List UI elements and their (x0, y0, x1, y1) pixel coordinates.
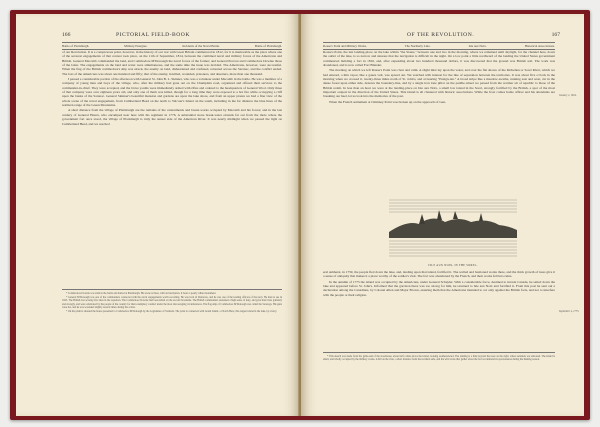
footnotes (323, 352, 555, 362)
left-page (16, 14, 299, 416)
subhead: Rouse's Point and Military Works. (323, 44, 367, 48)
subhead-row (62, 42, 282, 50)
right-page (301, 14, 584, 416)
footnotes (62, 289, 282, 314)
paragraph: eral Amherst, in 1759, the people fled down the lake, and, landing upon that island, fortified it. The walled and bastioned works there, and the thick growth of trees give it a sense of antiquity that makes it a place worthy of the soldier's visit. The fort was abandoned by the French, and their works fell into ruins. (323, 270, 555, 279)
footnote: * Commodore Downie was slain in the battle and buried at Plattsburgh. His stone is there, with an inscription. It bears a pearly white monument. (66, 292, 217, 295)
subhead: Historical Associations. (524, 44, 555, 48)
page-number: 167 (551, 32, 560, 38)
footnote: * On the plain is situated the house presented to Commodore M'Donough by the Legislature of Vermont. The point is connected with Grand Island, or North Hero; this largest island in the lake, by a ferry. (66, 309, 277, 313)
open-book (10, 10, 590, 420)
body-text (323, 50, 555, 105)
figure-caption: ISLE AUX NOIX, IN THE SOREL. (428, 264, 478, 267)
body-text (62, 50, 282, 127)
margin-note: January 2, 1824. (559, 94, 577, 97)
footnote: * This sketch was made from the gable-end of the storehouse, about half a mile above the island, looking southeastward. The landing is a little beyond the trees on the right, where sentinels are stationed. The island is small, and wholly occupied by the military works. A hill on the river, a short distance from the northern side, and the wild rocks that gather about the fort recommend its spaciousness during the hunting season. (323, 355, 555, 362)
island-engraving (389, 192, 517, 262)
paragraph: A short distance from the village of Plattsburgh are the remains of the cantonments and breast-works occupied by Macomb and his forces; and in the last century of General Hazen, who encamped near here with his regiment in 1776. A substantial stone break-water extends far out from the mole where the government fort once stood, the village of Plattsburgh is truly the sunset side of the American River. It was nearly midnight when we passed the light on Cumberland Head, and we reached (62, 108, 282, 126)
subhead: Isle aux Noix. (468, 44, 487, 48)
paragraph: When the French settlement at Chimney Point was broken up on the approach of Gen- (329, 99, 447, 104)
paragraph: Rouse's Point, the last landing-place on the lake within "the States," between one and two in the morning, where we remained until daylight, for the channel here, down the outlet of the lake, is so narrow and sinuous that the navigation is difficult in the night. On a low point a little northward of the landing the United States government commenced building a fort in 1816, and, after expending about two hundred thousand dollars, it was discovered that the ground was British soil. The work was abandoned, and is now called Fort Blunder. (323, 50, 555, 68)
paragraph: The morning on which we left Rouse's Point was clear and calm. A slight mist lay upon the water, and over the flat shores of the Richelieu or Sorel River, which we had entered, a thin vapor, like a gauze veil, was spread out. We watched with interest for the line of separation between the territories. It was about five o'clock in the morning when we crossed it, twenty-three miles north of St. John's, and at bearing "Ensign-ian." A broad stripe like a meadow-swathe, running east and west, cut in the dense forest upon either side, denotes the boundary-line, and by a single iron lone pillar on the paddle-wheel we passed from the warmer air of republic to those of the British realm. In less than an hour we were at the landing-place on Isle aux Noix, a small low island in the Sorel, strongly fortified by the British, a spot of the most important outpost in the direction of the United States. This island is all clustered with historic associations. While the frost comes home officer and his attendants are breaking our heel, let us look into the memories of the past. (323, 68, 555, 99)
subhead: Incidents of the Naval Battle. (182, 44, 220, 48)
running-head: PICTORIAL FIELD-BOOK (116, 32, 190, 38)
margin-note: September 4, 1775. (559, 310, 580, 313)
subhead: Battle of Plattsburgh. (62, 44, 90, 48)
body-text-continued (323, 270, 555, 298)
subhead-row (323, 42, 555, 50)
page-number: 166 (62, 32, 71, 38)
paragraph: of our Revolution. It is a conspicuous point, however, in the history of our war with Great Britain commenced in 1812, for it is memorable as the place where one of the severest engagements of that contest took place, on the 11th of September, 1814, between the combined naval and military forces of the Americans and British. General Macomb commanded the land, and Commodore M'Donough the naval forces of the former; and General Prevost and Commodore Downie those of the latter. The engagements on the land and water were simultaneous, and the same time the issue was decided. The Americans, however, were successful. When the flag of the British commodore's ship was struck, the enemy on land, disheartened and confused, retreated across the Saranac, and the conflict ended. The loss of the Americans was about one hundred and fifty; that of the enemy, in killed, wounded, prisoners, and deserters, more than one thousand. (62, 50, 282, 76)
subhead: The Northerly Line. (404, 44, 431, 48)
paragraph: I passed a considerable portion of the afternoon with General St. John B. L. Skinner, who was a volunteer under Macomb in the battle. He was a member of a company of young men and boys of the village, who, after the military had gone out on the Champlain road, organized and offered their services to the commander-in-chief. They were accepted, and the brave youths were immediately armed with rifles and ordered to the headquarters of General Wool. Only three of that company were over eighteen years old, and only one of them was killed, though for a long time they were exposed to a hot fire while occupying a cliff upon the banks of the Saranac. General Skinner's beautiful mansion and gardens are upon the lake shore, and from an upper piazza we had a fine view of the whole scene of the naval engagement, from Cumberland Head on the north to Valcour's Island on the south, including in the far distance the blue lines of the northern range of the Green Mountains. (62, 77, 282, 108)
footnote: * General M'Donough was one of the commanders connected with the naval engagements worth recording. He was born in Delaware, and he was one of the leading officers of the navy. He died at sea in 1825. The British lost seventy-five men in the squadron. The Commodore Downie had been killed on the second broadside. The British commanders sustained a high sense of duty, and gave their lives gallantly and strongly, and were celebrated by the people of the country for their exemplary conduct under the most discouraging circumstances. The flag-ship of Commodore M'Donough was called the Saratoga. His guns were hot, and he was wounded slightly several times during the action. (62, 296, 282, 309)
subhead: Military Energies. (124, 44, 148, 48)
running-head: OF THE REVOLUTION. (407, 32, 475, 38)
paragraph: In the autumn of 1775 the island was occupied by the Americans, under General Schuyler. With a considerable force, destined to invade Canada, he sailed down the lake and appeared before St. John's. Informed that the garrison there was too strong for him, he returned to Isle aux Noix and fortified it. From this post he sent out a declaration among the Canadians, by Colonel Allen and Major Brown, assuring them that the Americans intended to act only against the British forts, and not to interfere with the people or their religion. (323, 279, 555, 297)
subhead: Battle of Plattsburgh. (254, 44, 282, 48)
